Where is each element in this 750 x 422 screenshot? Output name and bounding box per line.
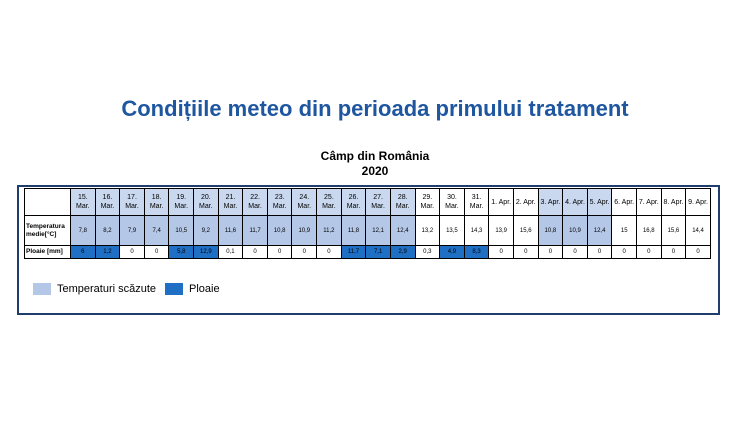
date-cell: 18. Mar. <box>144 189 169 216</box>
temperature-cell: 12,1 <box>366 216 391 246</box>
temperature-row-label: Temperatura medie[°C] <box>25 216 71 246</box>
temperature-cell: 10,9 <box>563 216 588 246</box>
rain-cell: 0 <box>292 246 317 259</box>
date-cell: 31. Mar. <box>464 189 489 216</box>
rain-cell: 0 <box>267 246 292 259</box>
date-cell: 7. Apr. <box>637 189 662 216</box>
rain-cell: 0 <box>587 246 612 259</box>
rain-cell: 0,3 <box>415 246 440 259</box>
temperature-cell: 7,9 <box>120 216 145 246</box>
rain-cell: 0,1 <box>218 246 243 259</box>
temperature-cell: 12,4 <box>390 216 415 246</box>
rain-cell: 0 <box>513 246 538 259</box>
temperature-cell: 10,5 <box>169 216 194 246</box>
rain-cell: 0 <box>661 246 686 259</box>
rain-cell: 7,1 <box>366 246 391 259</box>
legend-swatch-dark <box>165 283 183 295</box>
rain-cell: 0 <box>489 246 514 259</box>
rain-cell: 0 <box>563 246 588 259</box>
temperature-cell: 11,8 <box>341 216 366 246</box>
date-cell: 21. Mar. <box>218 189 243 216</box>
date-cell: 23. Mar. <box>267 189 292 216</box>
rain-cell: 0 <box>120 246 145 259</box>
year-label: 2020 <box>361 164 389 178</box>
rain-cell: 0 <box>612 246 637 259</box>
date-cell: 4. Apr. <box>563 189 588 216</box>
date-cell: 22. Mar. <box>243 189 268 216</box>
temperature-cell: 7,8 <box>71 216 96 246</box>
temperature-row <box>25 216 711 246</box>
rain-cell: 2,9 <box>390 246 415 259</box>
chart-subtitle <box>0 149 750 179</box>
rain-cell: 0 <box>317 246 342 259</box>
temperature-cell: 13,9 <box>489 216 514 246</box>
rain-cell: 0 <box>243 246 268 259</box>
temperature-cell: 14,4 <box>686 216 711 246</box>
temperature-cell: 8,2 <box>95 216 120 246</box>
rain-cell: 1,2 <box>95 246 120 259</box>
rain-cell: 4,9 <box>440 246 465 259</box>
date-cell: 9. Apr. <box>686 189 711 216</box>
legend-rain <box>165 283 220 295</box>
corner-cell <box>25 189 71 216</box>
date-cell: 6. Apr. <box>612 189 637 216</box>
rain-cell: 0 <box>637 246 662 259</box>
rain-cell: 0 <box>538 246 563 259</box>
date-cell: 24. Mar. <box>292 189 317 216</box>
temperature-cell: 7,4 <box>144 216 169 246</box>
legend-swatch-light <box>33 283 51 295</box>
date-cell: 15. Mar. <box>71 189 96 216</box>
rain-cell: 0 <box>144 246 169 259</box>
page-title: Condițiile meteo din perioada primului tratament <box>121 96 629 121</box>
date-cell: 27. Mar. <box>366 189 391 216</box>
rain-row-label: Ploaie [mm] <box>25 246 71 259</box>
date-cell: 20. Mar. <box>194 189 219 216</box>
rain-cell: 12,9 <box>194 246 219 259</box>
rain-cell: 0 <box>686 246 711 259</box>
temperature-cell: 15,6 <box>661 216 686 246</box>
legend-label-low-temp: Temperaturi scăzute <box>57 283 157 295</box>
temperature-cell: 11,7 <box>243 216 268 246</box>
date-cell: 5. Apr. <box>587 189 612 216</box>
date-cell: 26. Mar. <box>341 189 366 216</box>
temperature-cell: 12,4 <box>587 216 612 246</box>
temperature-cell: 11,2 <box>317 216 342 246</box>
temperature-cell: 14,3 <box>464 216 489 246</box>
rain-cell: 11,7 <box>341 246 366 259</box>
date-cell: 1. Apr. <box>489 189 514 216</box>
date-cell: 8. Apr. <box>661 189 686 216</box>
temperature-cell: 11,6 <box>218 216 243 246</box>
temperature-cell: 16,8 <box>637 216 662 246</box>
temperature-cell: 15,6 <box>513 216 538 246</box>
temperature-cell: 9,2 <box>194 216 219 246</box>
rain-cell: 5,8 <box>169 246 194 259</box>
rain-cell: 8,3 <box>464 246 489 259</box>
header-row <box>25 189 711 216</box>
temperature-cell: 13,2 <box>415 216 440 246</box>
date-cell: 30. Mar. <box>440 189 465 216</box>
weather-table <box>24 188 711 259</box>
rain-cell: 6 <box>71 246 96 259</box>
date-cell: 17. Mar. <box>120 189 145 216</box>
legend-label-rain: Ploaie <box>189 283 220 295</box>
temperature-cell: 10,8 <box>538 216 563 246</box>
rain-row <box>25 246 711 259</box>
temperature-cell: 13,5 <box>440 216 465 246</box>
date-cell: 3. Apr. <box>538 189 563 216</box>
date-cell: 2. Apr. <box>513 189 538 216</box>
temperature-cell: 10,9 <box>292 216 317 246</box>
temperature-cell: 15 <box>612 216 637 246</box>
temperature-cell: 10,8 <box>267 216 292 246</box>
date-cell: 28. Mar. <box>390 189 415 216</box>
date-cell: 25. Mar. <box>317 189 342 216</box>
location-label: Câmp din România <box>320 149 430 163</box>
date-cell: 19. Mar. <box>169 189 194 216</box>
legend-low-temp <box>33 283 156 295</box>
date-cell: 29. Mar. <box>415 189 440 216</box>
date-cell: 16. Mar. <box>95 189 120 216</box>
